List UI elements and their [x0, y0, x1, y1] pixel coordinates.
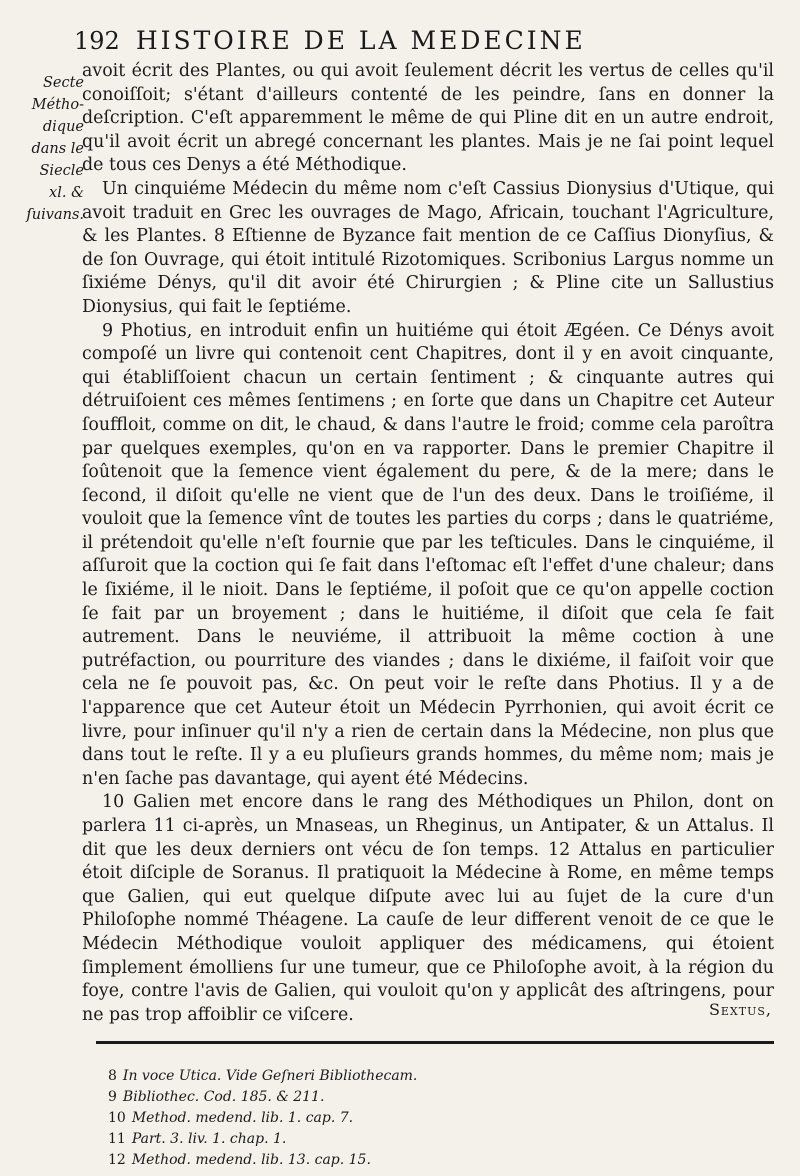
- margin-note-line: ſuivans.: [26, 207, 84, 223]
- page-number: 192: [74, 27, 120, 55]
- paragraph: Un cinquiéme Médecin du même nom c'eſt Cassius Dionysius d'Utique, qui avoit traduit en Grec les ouvrages de Mago, Africain, touchant l'Agriculture, & les Plantes. 8 Eſtienne de Byzance fait mention de ce Caſſius Dionyſius, & de ſon Ouvrage, qui étoit intitulé Rizotomiques. Scribonius Largus nomme un ſixiéme Dénys, qu'il dit avoir été Chirurgien ; & Pline cite un Sallustius Dionysius, qui fait le ſeptiéme.: [82, 178, 774, 317]
- footnotes: [108, 1066, 748, 1171]
- footnote-text: In voce Utica. Vide Geſneri Bibliothecam.: [122, 1068, 418, 1084]
- footnote: [108, 1066, 748, 1087]
- margin-note-line: xl. &: [49, 185, 84, 201]
- margin-note-line: Secte: [42, 75, 84, 91]
- footnote-text: Bibliothec. Cod. 185. & 211.: [122, 1089, 325, 1105]
- margin-note-line: Siecle: [39, 163, 84, 179]
- margin-note-line: dans le: [31, 141, 84, 157]
- paragraph: 9 Photius, en introduit enfin un huitiéme qui étoit Ægéen. Ce Dénys avoit compoſé un livre qui contenoit cent Chapitres, dont il y en avoit cinquante, qui établiſſoient chacun un certain ſentiment ; & cinquante autres qui détruiſoient ces mêmes ſentimens ; en ſorte que dans un Chapitre cet Auteur ſouffloit, comme on dit, le chaud, & dans l'autre le froid; comme cela paroîtra par quelques exemples, qu'on en va rapporter. Dans le premier Chapitre il ſoûtenoit que la ſemence vient également du pere, & de la mere; dans le ſecond, il diſoit qu'elle ne vient que de l'un des deux. Dans le troiſiéme, il vouloit que la ſemence vînt de toutes les parties du corps ; dans le quatriéme, il prétendoit qu'elle n'eſt fournie que par les teſticules. Dans le cinquiéme, il aſſuroit que la coction qui ſe fait dans l'eſtomac eſt l'effet d'une chaleur; dans le ſixiéme, il le nioit. Dans le ſeptiéme, il poſoit que ce qu'on appelle coction ſe fait par un broyement ; dans le huitiéme, il diſoit que cela ſe fait autrement. Dans le neuviéme, il attribuoit la même coction à une putréfaction, ou pourriture des viandes ; dans le dixiéme, il faiſoit voir que cela ne ſe pouvoit pas, &c. On peut voir le reſte dans Photius. Il y a de l'apparence que cet Auteur étoit un Médecin Pyrrhonien, qui avoit écrit ce livre, pour inſinuer qu'il n'y a rien de certain dans la Médecine, non plus que dans tout le reſte. Il y a eu pluſieurs grands hommes, du même nom; mais je n'en ſache pas davantage, qui ayent été Médecins.: [82, 320, 774, 789]
- footnote: [108, 1087, 748, 1108]
- margin-note: [14, 72, 84, 226]
- footnote-text: Method. medend. lib. 13. cap. 15.: [131, 1152, 371, 1168]
- footnote-number: 9: [108, 1089, 117, 1105]
- margin-note-line: dique: [42, 119, 84, 135]
- paragraph: 10 Galien met encore dans le rang des Méthodiques un Philon, dont on parlera 11 ci-après, un Mnaseas, un Rheginus, un Antipater, & un Attalus. Il dit que les deux derniers ont vécu de ſon temps. 12 Attalus en particulier étoit diſciple de Soranus. Il pratiquoit la Médecine à Rome, en même temps que Galien, qui eut quelque diſpute avec lui au ſujet de la cure d'un Philoſophe nommé Théagene. La cauſe de leur different venoit de ce que le Médecin Méthodique vouloit appliquer des médicamens, qui étoient ſimplement émolliens ſur une tumeur, que ce Philoſophe avoit, à la région du foye, contre l'avis de Galien, qui vouloit qu'on y applicât des aſtringens, pour ne pas trop affoiblir ce viſcere.: [82, 792, 774, 1025]
- footnote-number: 12: [108, 1152, 126, 1168]
- footnote-number: 10: [108, 1110, 126, 1126]
- footnote: [108, 1129, 748, 1150]
- footnote: [108, 1150, 748, 1171]
- footnote: [108, 1108, 748, 1129]
- footnote-number: 11: [108, 1131, 126, 1147]
- footnote-number: 8: [108, 1068, 117, 1084]
- running-title: HISTOIRE DE LA MEDECINE: [135, 26, 586, 55]
- catchword: Sextus,: [708, 1000, 772, 1019]
- footnote-text: Part. 3. liv. 1. chap. 1.: [131, 1131, 287, 1147]
- running-header: [74, 26, 774, 62]
- footnote-divider: [96, 1041, 774, 1044]
- footnote-text: Method. medend. lib. 1. cap. 7.: [131, 1110, 354, 1126]
- paragraph: avoit écrit des Plantes, ou qui avoit ſeulement décrit les vertus de celles qu'il conoiſſoit; s'étant d'ailleurs contenté de les peindre, ſans en donner la deſcription. C'eſt apparemment le même de qui Pline dit en un autre endroit, qu'il avoit écrit un abregé concernant les plantes. Mais je ne ſai point lequel de tous ces Denys a été Méthodique.: [82, 61, 774, 176]
- margin-note-line: Métho-: [31, 97, 84, 113]
- main-text: [82, 60, 774, 1027]
